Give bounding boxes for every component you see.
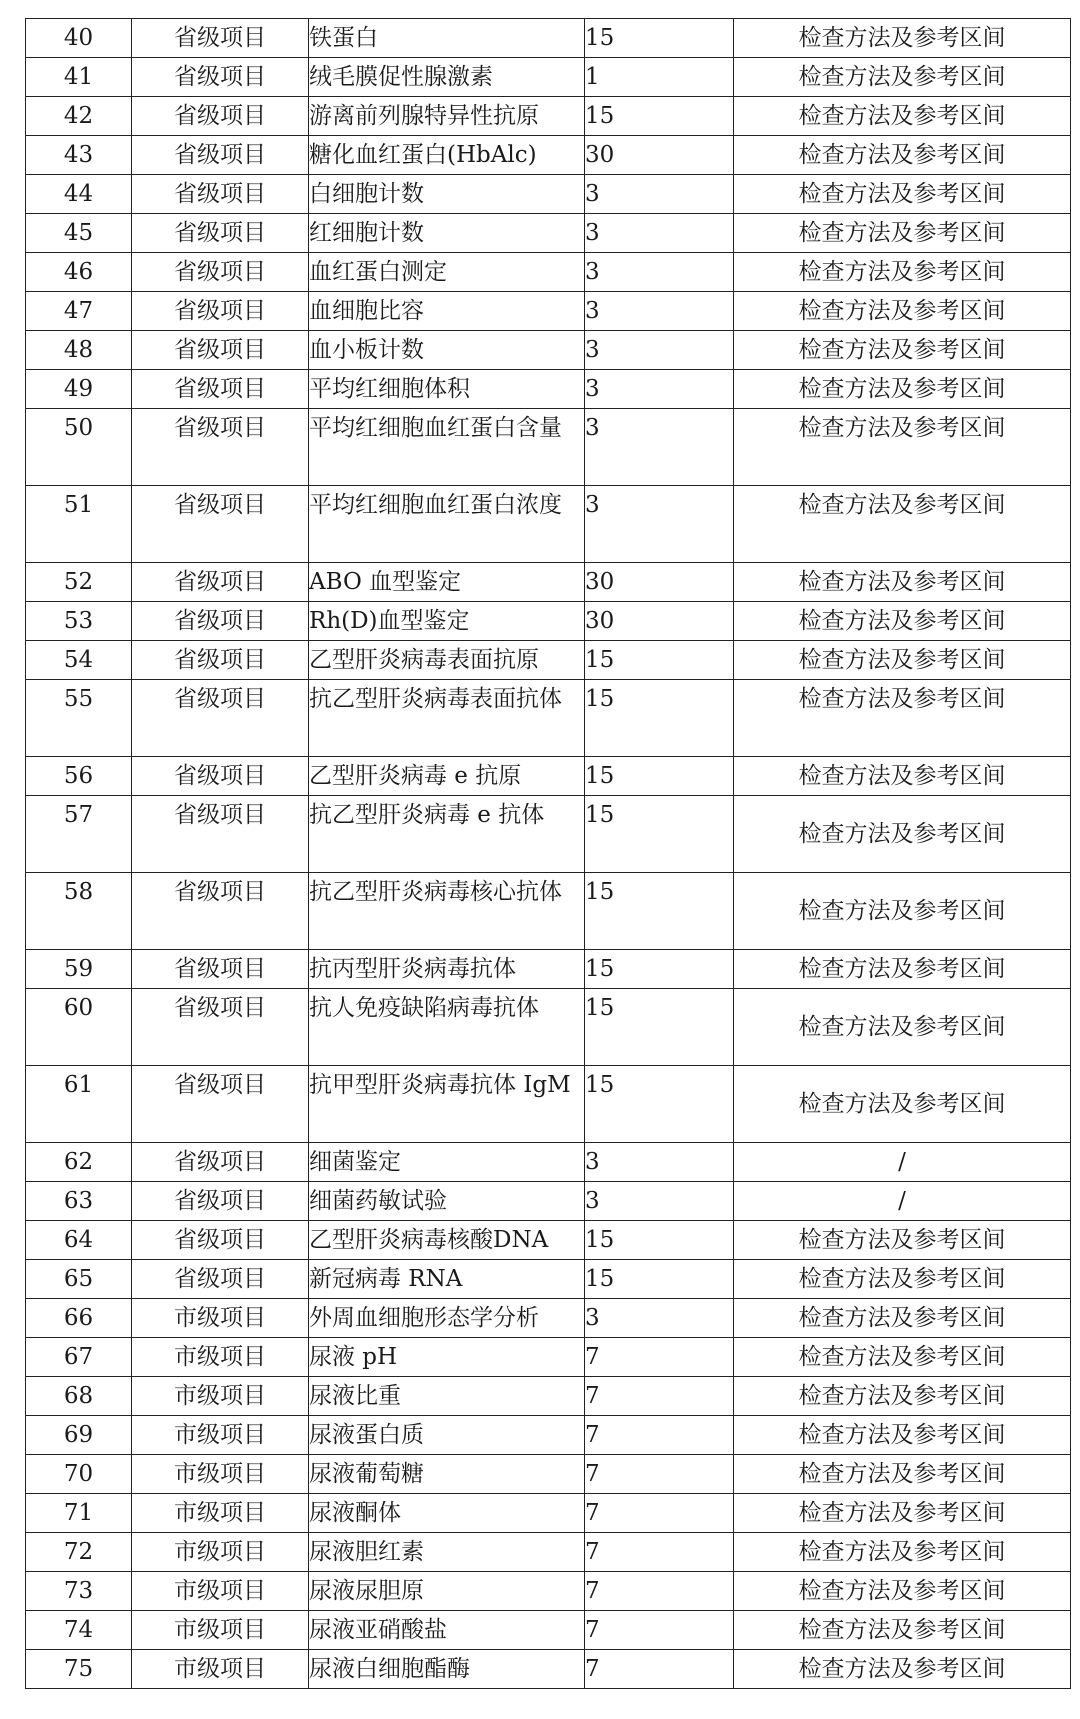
document-page (25, 18, 1070, 1689)
row-level: 市级项目 (132, 1455, 309, 1494)
row-level: 省级项目 (132, 602, 309, 641)
row-item-name: 尿液酮体 (309, 1494, 585, 1533)
table-row (26, 1455, 1071, 1494)
row-reference: 检查方法及参考区间 (734, 1650, 1071, 1689)
row-count: 15 (585, 1221, 734, 1260)
row-number: 62 (26, 1143, 132, 1182)
row-item-name: 抗乙型肝炎病毒表面抗体 (309, 680, 585, 757)
table-row (26, 1260, 1071, 1299)
row-item-name: Rh(D)血型鉴定 (309, 602, 585, 641)
row-reference: 检查方法及参考区间 (734, 136, 1071, 175)
row-item-name: 血细胞比容 (309, 292, 585, 331)
lab-items-table (25, 18, 1071, 1689)
table-row (26, 989, 1071, 1066)
row-reference: 检查方法及参考区间 (734, 409, 1071, 486)
table-row (26, 1494, 1071, 1533)
table-row (26, 486, 1071, 563)
row-number: 70 (26, 1455, 132, 1494)
row-item-name: 抗乙型肝炎病毒 e 抗体 (309, 796, 585, 873)
row-reference: 检查方法及参考区间 (734, 1455, 1071, 1494)
row-level: 市级项目 (132, 1416, 309, 1455)
row-level: 省级项目 (132, 331, 309, 370)
row-number: 67 (26, 1338, 132, 1377)
row-count: 15 (585, 680, 734, 757)
row-item-name: 乙型肝炎病毒核酸DNA (309, 1221, 585, 1260)
row-item-name: 游离前列腺特异性抗原 (309, 97, 585, 136)
row-item-name: 血红蛋白测定 (309, 253, 585, 292)
table-row (26, 1299, 1071, 1338)
table-row (26, 1377, 1071, 1416)
row-item-name: 乙型肝炎病毒表面抗原 (309, 641, 585, 680)
row-item-name: 平均红细胞血红蛋白含量 (309, 409, 585, 486)
row-number: 60 (26, 989, 132, 1066)
row-level: 省级项目 (132, 641, 309, 680)
row-number: 58 (26, 873, 132, 950)
row-count: 30 (585, 602, 734, 641)
row-level: 省级项目 (132, 136, 309, 175)
row-number: 68 (26, 1377, 132, 1416)
row-reference: 检查方法及参考区间 (734, 331, 1071, 370)
row-level: 省级项目 (132, 58, 309, 97)
row-reference: 检查方法及参考区间 (734, 1416, 1071, 1455)
table-row (26, 136, 1071, 175)
row-count: 3 (585, 1299, 734, 1338)
table-row (26, 370, 1071, 409)
row-number: 41 (26, 58, 132, 97)
row-level: 省级项目 (132, 409, 309, 486)
row-item-name: 铁蛋白 (309, 19, 585, 58)
row-level: 省级项目 (132, 1221, 309, 1260)
row-count: 3 (585, 409, 734, 486)
table-row (26, 796, 1071, 873)
row-count: 30 (585, 136, 734, 175)
row-reference: 检查方法及参考区间 (734, 563, 1071, 602)
row-reference: 检查方法及参考区间 (734, 19, 1071, 58)
row-number: 59 (26, 950, 132, 989)
row-number: 55 (26, 680, 132, 757)
row-level: 省级项目 (132, 757, 309, 796)
row-item-name: 糖化血红蛋白(HbAlc) (309, 136, 585, 175)
row-number: 66 (26, 1299, 132, 1338)
row-level: 省级项目 (132, 1260, 309, 1299)
row-item-name: 尿液蛋白质 (309, 1416, 585, 1455)
row-count: 3 (585, 331, 734, 370)
row-count: 3 (585, 370, 734, 409)
row-level: 省级项目 (132, 950, 309, 989)
row-count: 7 (585, 1455, 734, 1494)
table-row (26, 1221, 1071, 1260)
row-count: 7 (585, 1416, 734, 1455)
row-count: 30 (585, 563, 734, 602)
row-number: 43 (26, 136, 132, 175)
row-level: 省级项目 (132, 1143, 309, 1182)
row-number: 61 (26, 1066, 132, 1143)
row-count: 3 (585, 175, 734, 214)
row-count: 3 (585, 1182, 734, 1221)
row-level: 市级项目 (132, 1533, 309, 1572)
row-count: 15 (585, 757, 734, 796)
row-reference: 检查方法及参考区间 (734, 214, 1071, 253)
row-reference: 检查方法及参考区间 (734, 680, 1071, 757)
row-item-name: 外周血细胞形态学分析 (309, 1299, 585, 1338)
row-reference: / (734, 1182, 1071, 1221)
row-item-name: 抗丙型肝炎病毒抗体 (309, 950, 585, 989)
row-count: 15 (585, 873, 734, 950)
row-number: 56 (26, 757, 132, 796)
row-count: 3 (585, 214, 734, 253)
row-item-name: 抗乙型肝炎病毒核心抗体 (309, 873, 585, 950)
row-count: 3 (585, 253, 734, 292)
row-reference: 检查方法及参考区间 (734, 370, 1071, 409)
row-reference: 检查方法及参考区间 (734, 1221, 1071, 1260)
row-number: 53 (26, 602, 132, 641)
table-row (26, 1416, 1071, 1455)
row-item-name: 红细胞计数 (309, 214, 585, 253)
row-count: 7 (585, 1533, 734, 1572)
row-level: 省级项目 (132, 97, 309, 136)
row-number: 46 (26, 253, 132, 292)
row-number: 47 (26, 292, 132, 331)
row-number: 42 (26, 97, 132, 136)
row-level: 省级项目 (132, 1066, 309, 1143)
row-number: 74 (26, 1611, 132, 1650)
row-number: 52 (26, 563, 132, 602)
table-row (26, 563, 1071, 602)
row-count: 15 (585, 989, 734, 1066)
row-reference: 检查方法及参考区间 (734, 950, 1071, 989)
row-item-name: 抗人免疫缺陷病毒抗体 (309, 989, 585, 1066)
row-count: 15 (585, 1066, 734, 1143)
row-number: 63 (26, 1182, 132, 1221)
table-row (26, 58, 1071, 97)
row-reference: 检查方法及参考区间 (734, 253, 1071, 292)
row-count: 7 (585, 1377, 734, 1416)
table-row (26, 97, 1071, 136)
table-row (26, 1650, 1071, 1689)
table-row (26, 331, 1071, 370)
row-level: 市级项目 (132, 1377, 309, 1416)
row-reference: 检查方法及参考区间 (734, 757, 1071, 796)
row-reference: 检查方法及参考区间 (734, 175, 1071, 214)
row-level: 市级项目 (132, 1572, 309, 1611)
table-row (26, 641, 1071, 680)
table-row (26, 175, 1071, 214)
row-count: 15 (585, 19, 734, 58)
row-item-name: 尿液葡萄糖 (309, 1455, 585, 1494)
row-item-name: 白细胞计数 (309, 175, 585, 214)
row-item-name: 尿液尿胆原 (309, 1572, 585, 1611)
row-item-name: 血小板计数 (309, 331, 585, 370)
row-reference: 检查方法及参考区间 (734, 1260, 1071, 1299)
row-level: 省级项目 (132, 486, 309, 563)
table-row (26, 1338, 1071, 1377)
table-row (26, 1182, 1071, 1221)
table-row (26, 680, 1071, 757)
row-reference: 检查方法及参考区间 (734, 873, 1071, 950)
row-count: 7 (585, 1572, 734, 1611)
row-reference: 检查方法及参考区间 (734, 1494, 1071, 1533)
row-number: 64 (26, 1221, 132, 1260)
row-level: 省级项目 (132, 989, 309, 1066)
row-item-name: 尿液胆红素 (309, 1533, 585, 1572)
row-reference: 检查方法及参考区间 (734, 1533, 1071, 1572)
row-number: 75 (26, 1650, 132, 1689)
row-level: 市级项目 (132, 1494, 309, 1533)
row-number: 51 (26, 486, 132, 563)
row-count: 7 (585, 1650, 734, 1689)
table-row (26, 950, 1071, 989)
row-number: 40 (26, 19, 132, 58)
row-level: 市级项目 (132, 1611, 309, 1650)
row-count: 3 (585, 292, 734, 331)
table-row (26, 19, 1071, 58)
row-reference: 检查方法及参考区间 (734, 641, 1071, 680)
row-reference: 检查方法及参考区间 (734, 1066, 1071, 1143)
row-number: 57 (26, 796, 132, 873)
row-level: 省级项目 (132, 370, 309, 409)
row-number: 71 (26, 1494, 132, 1533)
row-level: 省级项目 (132, 796, 309, 873)
row-reference: 检查方法及参考区间 (734, 1572, 1071, 1611)
row-reference: 检查方法及参考区间 (734, 292, 1071, 331)
row-item-name: 平均红细胞血红蛋白浓度 (309, 486, 585, 563)
row-number: 44 (26, 175, 132, 214)
row-level: 省级项目 (132, 175, 309, 214)
row-number: 72 (26, 1533, 132, 1572)
row-level: 市级项目 (132, 1338, 309, 1377)
row-count: 15 (585, 1260, 734, 1299)
row-item-name: 抗甲型肝炎病毒抗体 IgM (309, 1066, 585, 1143)
table-row (26, 1611, 1071, 1650)
row-level: 省级项目 (132, 214, 309, 253)
row-number: 73 (26, 1572, 132, 1611)
table-row (26, 214, 1071, 253)
table-row (26, 602, 1071, 641)
row-level: 省级项目 (132, 563, 309, 602)
row-reference: 检查方法及参考区间 (734, 1338, 1071, 1377)
row-count: 3 (585, 1143, 734, 1182)
row-item-name: 绒毛膜促性腺激素 (309, 58, 585, 97)
row-number: 50 (26, 409, 132, 486)
row-item-name: ABO 血型鉴定 (309, 563, 585, 602)
row-level: 省级项目 (132, 19, 309, 58)
row-item-name: 尿液亚硝酸盐 (309, 1611, 585, 1650)
row-count: 15 (585, 641, 734, 680)
row-reference: 检查方法及参考区间 (734, 58, 1071, 97)
row-count: 7 (585, 1494, 734, 1533)
row-level: 市级项目 (132, 1650, 309, 1689)
row-level: 省级项目 (132, 873, 309, 950)
row-number: 65 (26, 1260, 132, 1299)
row-reference: 检查方法及参考区间 (734, 1299, 1071, 1338)
table-row (26, 1066, 1071, 1143)
row-count: 15 (585, 950, 734, 989)
row-number: 54 (26, 641, 132, 680)
table-row (26, 1533, 1071, 1572)
row-level: 市级项目 (132, 1299, 309, 1338)
row-count: 15 (585, 796, 734, 873)
row-level: 省级项目 (132, 1182, 309, 1221)
row-reference: 检查方法及参考区间 (734, 97, 1071, 136)
row-reference: 检查方法及参考区间 (734, 796, 1071, 873)
row-level: 省级项目 (132, 253, 309, 292)
row-reference: 检查方法及参考区间 (734, 486, 1071, 563)
row-count: 7 (585, 1611, 734, 1650)
row-count: 7 (585, 1338, 734, 1377)
row-reference: / (734, 1143, 1071, 1182)
table-row (26, 292, 1071, 331)
row-level: 省级项目 (132, 680, 309, 757)
row-count: 3 (585, 486, 734, 563)
row-number: 69 (26, 1416, 132, 1455)
row-item-name: 尿液 pH (309, 1338, 585, 1377)
table-row (26, 1143, 1071, 1182)
row-item-name: 尿液比重 (309, 1377, 585, 1416)
row-item-name: 平均红细胞体积 (309, 370, 585, 409)
row-count: 1 (585, 58, 734, 97)
table-row (26, 409, 1071, 486)
row-number: 45 (26, 214, 132, 253)
row-count: 15 (585, 97, 734, 136)
row-number: 48 (26, 331, 132, 370)
table-row (26, 757, 1071, 796)
row-item-name: 细菌鉴定 (309, 1143, 585, 1182)
row-item-name: 细菌药敏试验 (309, 1182, 585, 1221)
row-reference: 检查方法及参考区间 (734, 602, 1071, 641)
table-row (26, 253, 1071, 292)
row-item-name: 新冠病毒 RNA (309, 1260, 585, 1299)
row-level: 省级项目 (132, 292, 309, 331)
row-item-name: 乙型肝炎病毒 e 抗原 (309, 757, 585, 796)
row-reference: 检查方法及参考区间 (734, 1611, 1071, 1650)
table-row (26, 1572, 1071, 1611)
row-item-name: 尿液白细胞酯酶 (309, 1650, 585, 1689)
row-reference: 检查方法及参考区间 (734, 989, 1071, 1066)
row-number: 49 (26, 370, 132, 409)
row-reference: 检查方法及参考区间 (734, 1377, 1071, 1416)
table-body (26, 19, 1071, 1689)
table-row (26, 873, 1071, 950)
